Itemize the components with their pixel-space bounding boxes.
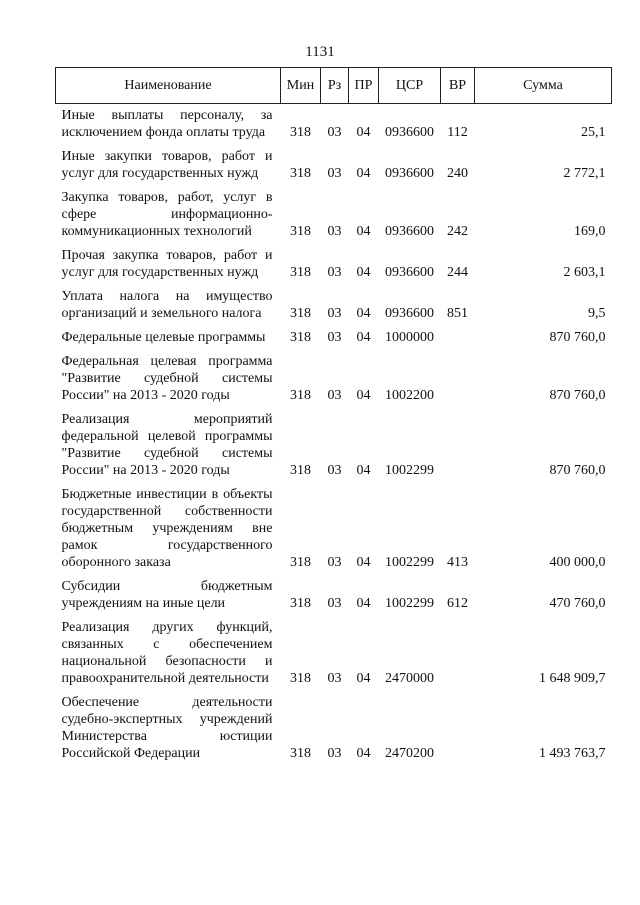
table-body <box>56 104 612 767</box>
row-csr-cell: 2470000 <box>385 671 434 686</box>
table-row <box>56 326 612 350</box>
row-rz-cell: 03 <box>327 671 342 686</box>
row-vr-cell <box>441 326 475 350</box>
table-row <box>56 104 612 146</box>
row-vr-cell: 240 <box>447 166 468 181</box>
row-vr-cell: 242 <box>447 224 468 239</box>
header-vr: ВР <box>441 68 475 104</box>
row-sum-cell: 9,5 <box>588 306 606 321</box>
table-row <box>56 483 612 575</box>
row-csr-cell: 1000000 <box>385 330 434 345</box>
row-rz-cell: 03 <box>327 166 342 181</box>
table-row <box>56 285 612 326</box>
header-name: Наименование <box>56 68 281 104</box>
row-name-cell: Реализация других функций, связанных с обеспечением национальной безопасности и правоохранительной деятельности <box>61 620 273 686</box>
row-sum-cell: 870 760,0 <box>549 388 606 403</box>
row-sum-cell: 400 000,0 <box>549 555 606 570</box>
row-pr-cell: 04 <box>356 330 371 345</box>
row-min-cell: 318 <box>290 671 311 686</box>
header-csr: ЦСР <box>379 68 441 104</box>
row-csr-cell: 0936600 <box>385 265 434 280</box>
row-sum-cell: 1 493 763,7 <box>539 746 606 761</box>
row-csr-cell: 1002299 <box>385 596 434 611</box>
row-rz-cell: 03 <box>327 306 342 321</box>
row-min-cell: 318 <box>290 746 311 761</box>
table-row <box>56 575 612 616</box>
row-rz-cell: 03 <box>327 463 342 478</box>
row-name-cell: Субсидии бюджетным учреждениям на иные цели <box>61 579 273 611</box>
row-min-cell: 318 <box>290 596 311 611</box>
row-min-cell: 318 <box>290 166 311 181</box>
row-pr-cell: 04 <box>356 125 371 140</box>
row-vr-cell <box>441 408 475 483</box>
row-sum-cell: 2 772,1 <box>563 166 606 181</box>
row-min-cell: 318 <box>290 125 311 140</box>
page-number: 1131 <box>305 44 335 60</box>
row-csr-cell: 1002200 <box>385 388 434 403</box>
header-rz: Рз <box>321 68 349 104</box>
row-name-cell: Обеспечение деятельности судебно-экспертных учреждений Министерства юстиции Российской Федерации <box>61 695 273 761</box>
row-pr-cell: 04 <box>356 555 371 570</box>
row-vr-cell: 244 <box>447 265 468 280</box>
row-name-cell: Федеральная целевая программа "Развитие судебной системы России" на 2013 - 2020 годы <box>61 354 273 403</box>
table-row <box>56 145 612 186</box>
row-sum-cell: 25,1 <box>581 125 606 140</box>
row-vr-cell <box>441 350 475 408</box>
row-name-cell: Иные выплаты персоналу, за исключением фонда оплаты труда <box>61 108 273 140</box>
row-name-cell: Бюджетные инвестиции в объекты государственной собственности бюджетным учреждениям вне рамок государственного оборонного заказа <box>61 487 273 570</box>
table-row <box>56 350 612 408</box>
row-min-cell: 318 <box>290 463 311 478</box>
row-rz-cell: 03 <box>327 265 342 280</box>
row-name-cell: Прочая закупка товаров, работ и услуг для государственных нужд <box>61 248 273 280</box>
row-min-cell: 318 <box>290 306 311 321</box>
row-pr-cell: 04 <box>356 306 371 321</box>
row-csr-cell: 0936600 <box>385 166 434 181</box>
row-vr-cell: 851 <box>447 306 468 321</box>
row-sum-cell: 169,0 <box>574 224 606 239</box>
header-min: Мин <box>281 68 321 104</box>
row-pr-cell: 04 <box>356 746 371 761</box>
row-sum-cell: 2 603,1 <box>563 265 606 280</box>
row-name-cell: Иные закупки товаров, работ и услуг для государственных нужд <box>61 149 273 181</box>
row-min-cell: 318 <box>290 555 311 570</box>
row-csr-cell: 1002299 <box>385 463 434 478</box>
row-pr-cell: 04 <box>356 463 371 478</box>
budget-table <box>55 67 612 766</box>
row-pr-cell: 04 <box>356 166 371 181</box>
row-rz-cell: 03 <box>327 388 342 403</box>
row-sum-cell: 870 760,0 <box>549 330 606 345</box>
row-vr-cell: 112 <box>447 125 468 140</box>
row-rz-cell: 03 <box>327 555 342 570</box>
table-header-row <box>56 68 612 104</box>
row-name-cell: Реализация мероприятий федеральной целевой программы "Развитие судебной системы России" на 2013 - 2020 годы <box>61 412 273 478</box>
row-csr-cell: 2470200 <box>385 746 434 761</box>
table-row <box>56 408 612 483</box>
row-pr-cell: 04 <box>356 224 371 239</box>
row-min-cell: 318 <box>290 388 311 403</box>
row-csr-cell: 1002299 <box>385 555 434 570</box>
row-rz-cell: 03 <box>327 330 342 345</box>
row-min-cell: 318 <box>290 265 311 280</box>
row-vr-cell <box>441 616 475 691</box>
table-row <box>56 186 612 244</box>
row-vr-cell: 612 <box>447 596 468 611</box>
row-name-cell: Закупка товаров, работ, услуг в сфере информационно-коммуникационных технологий <box>61 190 273 239</box>
row-vr-cell <box>441 691 475 766</box>
row-rz-cell: 03 <box>327 125 342 140</box>
row-rz-cell: 03 <box>327 596 342 611</box>
row-pr-cell: 04 <box>356 596 371 611</box>
row-sum-cell: 470 760,0 <box>549 596 606 611</box>
row-csr-cell: 0936600 <box>385 125 434 140</box>
row-pr-cell: 04 <box>356 388 371 403</box>
header-pr: ПР <box>349 68 379 104</box>
row-rz-cell: 03 <box>327 746 342 761</box>
table-row <box>56 244 612 285</box>
row-min-cell: 318 <box>290 224 311 239</box>
row-sum-cell: 1 648 909,7 <box>539 671 606 686</box>
header-sum: Сумма <box>475 68 612 104</box>
row-rz-cell: 03 <box>327 224 342 239</box>
row-min-cell: 318 <box>290 330 311 345</box>
row-csr-cell: 0936600 <box>385 224 434 239</box>
row-pr-cell: 04 <box>356 265 371 280</box>
row-pr-cell: 04 <box>356 671 371 686</box>
row-sum-cell: 870 760,0 <box>549 463 606 478</box>
row-name-cell: Федеральные целевые программы <box>61 330 266 345</box>
row-csr-cell: 0936600 <box>385 306 434 321</box>
row-vr-cell: 413 <box>447 555 468 570</box>
row-name-cell: Уплата налога на имущество организаций и земельного налога <box>61 289 273 321</box>
table-row <box>56 691 612 766</box>
table-row <box>56 616 612 691</box>
